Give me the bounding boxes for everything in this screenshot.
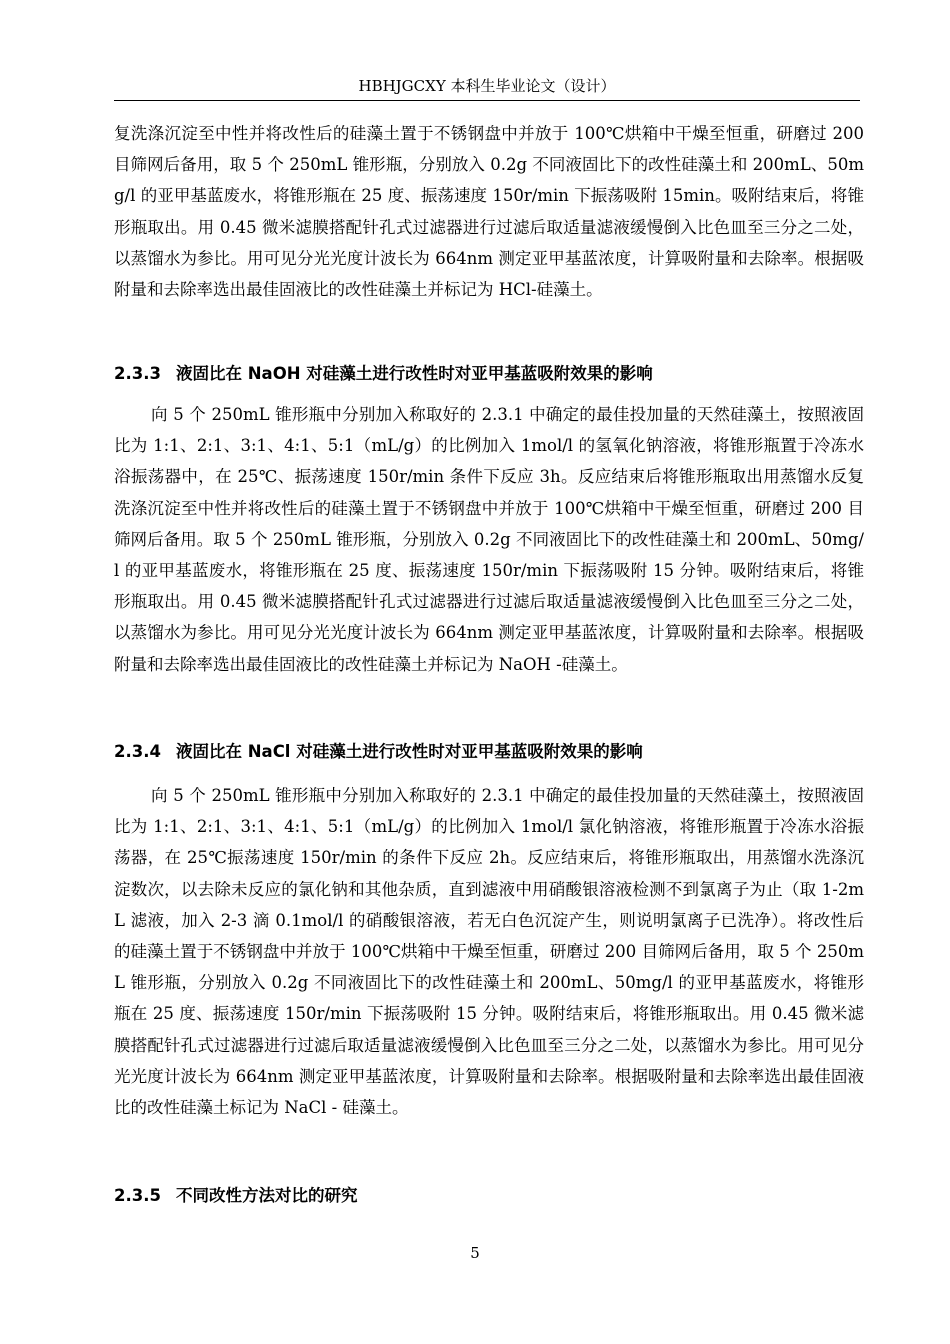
section-title: 不同改性方法对比的研究: [176, 1186, 358, 1205]
page-header: HBHJGCXY 本科生毕业论文（设计）: [358, 77, 616, 95]
section-heading-2-3-5: [114, 1184, 864, 1208]
paragraph-continued: 复洗涤沉淀至中性并将改性后的硅藻土置于不锈钢盘中并放于 100℃烘箱中干燥至恒重，研磨过 200 目筛网后备用，取 5 个 250mL 锥形瓶，分别放入 0.2g 不同液固比下的改性硅藻土和 200mL、50mg/l 的亚甲基蓝废水，将锥形瓶在 25 度、振荡速度 150r/min 下振荡吸附 15min。吸附结束后，将锥形瓶取出。用 0.45 微米滤膜搭配针孔式过滤器进行过滤后取适量滤液缓慢倒入比色皿至三分之二处，以蒸馏水为参比。用可见分光光度计波长为 664nm 测定亚甲基蓝浓度，计算吸附量和去除率。根据吸附量和去除率选出最佳固液比的改性硅藻土并标记为 HCl-硅藻土。: [114, 124, 864, 300]
section-number: 2.3.3: [114, 364, 161, 383]
section-number: 2.3.5: [114, 1186, 161, 1205]
paragraph-nacl-method: 向 5 个 250mL 锥形瓶中分别加入称取好的 2.3.1 中确定的最佳投加量的天然硅藻土，按照液固比为 1:1、2:1、3:1、4:1、5:1（mL/g）的比例加入 1mol/l 氯化钠溶液，将锥形瓶置于冷冻水浴振荡器，在 25℃振荡速度 150r/min 的条件下反应 2h。反应结束后，将锥形瓶取出，用蒸馏水洗涤沉淀数次，以去除未反应的氯化钠和其他杂质，直到滤液中用硝酸银溶液检测不到氯离子为止（取 1-2mL 滤液，加入 2-3 滴 0.1mol/l 的硝酸银溶液，若无白色沉淀产生，则说明氯离子已洗净）。将改性后的硅藻土置于不锈钢盘中并放于 100℃烘箱中干燥至恒重，研磨过 200 目筛网后备用，取 5 个 250mL 锥形瓶，分别放入 0.2g 不同液固比下的改性硅藻土和 200mL、50mg/l 的亚甲基蓝废水，将锥形瓶在 25 度、振荡速度 150r/min 下振荡吸附 15 分钟。吸附结束后，将锥形瓶取出。用 0.45 微米滤膜搭配针孔式过滤器进行过滤后取适量滤液缓慢倒入比色皿至三分之二处，以蒸馏水为参比。用可见分光光度计波长为 664nm 测定亚甲基蓝浓度，计算吸附量和去除率。根据吸附量和去除率选出最佳固液比的改性硅藻土标记为 NaCl - 硅藻土。: [114, 786, 864, 1118]
paragraph-naoh-method: 向 5 个 250mL 锥形瓶中分别加入称取好的 2.3.1 中确定的最佳投加量的天然硅藻土，按照液固比为 1:1、2:1、3:1、4:1、5:1（mL/g）的比例加入 1mol/l 的氢氧化钠溶液，将锥形瓶置于冷冻水浴振荡器中，在 25℃、振荡速度 150r/min 条件下反应 3h。反应结束后将锥形瓶取出用蒸馏水反复洗涤沉淀至中性并将改性后的硅藻土置于不锈钢盘中并放于 100℃烘箱中干燥至恒重，研磨过 200 目筛网后备用。取 5 个 250mL 锥形瓶，分别放入 0.2g 不同液固比下的改性硅藻土和 200mL、50mg/l 的亚甲基蓝废水，将锥形瓶在 25 度、振荡速度 150r/min 下振荡吸附 15 分钟。吸附结束后，将锥形瓶取出。用 0.45 微米滤膜搭配针孔式过滤器进行过滤后取适量滤液缓慢倒入比色皿至三分之二处，以蒸馏水为参比。用可见分光光度计波长为 664nm 测定亚甲基蓝浓度，计算吸附量和去除率。根据吸附量和去除率选出最佳固液比的改性硅藻土并标记为 NaOH -硅藻土。: [114, 405, 864, 674]
header-rule: [114, 100, 860, 101]
section-number: 2.3.4: [114, 742, 161, 761]
section-title: 液固比在 NaCl 对硅藻土进行改性时对亚甲基蓝吸附效果的影响: [176, 742, 643, 761]
page-number: 5: [470, 1244, 480, 1262]
section-heading-2-3-3: [114, 362, 864, 386]
section-title: 液固比在 NaOH 对硅藻土进行改性时对亚甲基蓝吸附效果的影响: [176, 364, 653, 383]
section-heading-2-3-4: [114, 740, 864, 764]
